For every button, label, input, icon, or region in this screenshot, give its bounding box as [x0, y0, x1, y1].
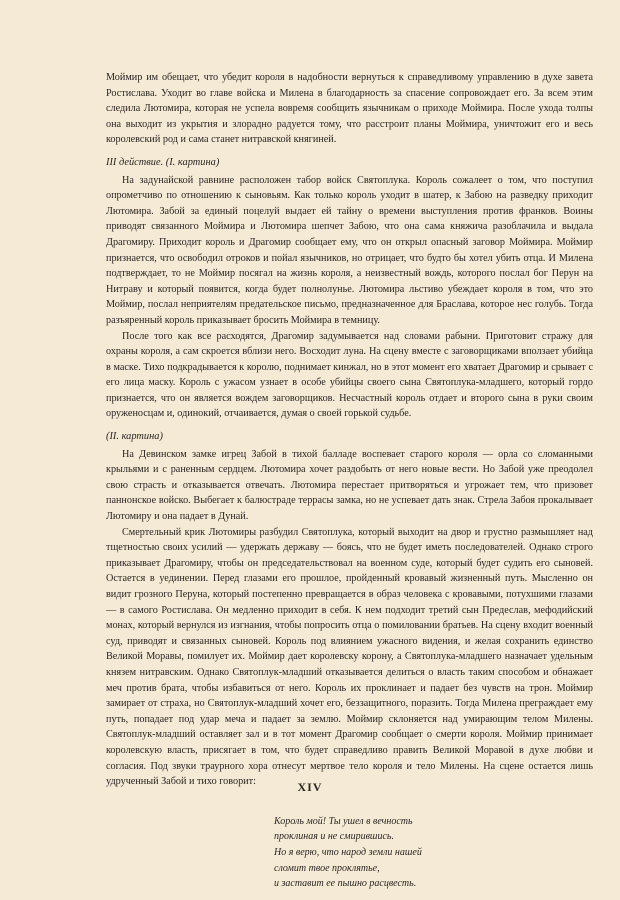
paragraph-devin-castle: На Девинском замке игрец Забой в тихой балладе воспевает старого короля — орла со сломанными крыльями и с раненным сердцем. Лютомира хочет раздобыть от него новые вести. Но Забой уже преодолел свою страсть и отказывается отвечать. Лютомира перестает притворяться и угрожает тем, что призовет паннонское войско. Выбегает к балюстраде террасы замка, но не успевает дать знак. Стрела Забоя прокалывает Лютомиру и она падает в Дунай.: [106, 448, 593, 523]
poem-line: проклиная и не смирившись.: [274, 831, 394, 843]
text-column: [106, 70, 593, 892]
closing-poem: [274, 814, 593, 892]
paragraph-camp: На задунайской равнине расположен табор войск Святоплука. Король сожалеет о том, что поступил опрометчиво по отношению к сыновьям. Как только король уходит в шатер, к Забою на разведку приходит Лютомира. Забой за единый поцелуй выдает ей тайну о времени выступления против франков. Воины приводят связанного Моймира и Лютомира шепчет Забою, что она сама княжича разоблачила и выдала Драгомиру. Приходит король и Драгомир сообщает ему, что он открыл опасный заговор Моймира. Моймир признается, что освободил отроков и пойал язычников, но отрицает, что будто бы хотел убить отца. И Милена подтверждает, то не Моймир посягал на жизнь короля, а неизвестный вождь, которого послал бог Перун на Нитраву и который появится, когда будет полнолунье. Лютомира льстиво убеждает короля в том, что это Моймир, послал неприятелям предательское письмо, предназначенное для Браслава, которое нес голубь. Тогда разъяренный король приказывает бросить Моймира в темницу.: [106, 174, 593, 326]
poem-line: Король мой! Ты ушел в вечность: [274, 815, 413, 827]
poem-line: и заставит ее пышно расцвесть.: [274, 878, 417, 890]
section-heading-act3-scene1: III действие. (I. картина): [106, 156, 220, 168]
poem-line: сломит твое проклятье,: [274, 862, 380, 874]
paragraph-intro: Моймир им обещает, что убедит короля в надобности вернуться к справедливому управлению в духе завета Ростислава. Уходит во главе войска и Милена в благодарность за спасение сопровождает его. За всем этим следила Лютомира, которая не успела вовремя сообщить язычникам о приходе Моймира. После ухода толпы она выходит из укрытия и злорадно радуется тому, что расстроит планы Моймира, уничтожит его и весь королевский род и сама станет нитравской княгиней.: [106, 72, 593, 146]
paragraph-assassin: После того как все расходятся, Драгомир задумывается над словами рабыни. Приготовит стражу для охраны короля, а сам скроется вблизи него. Восходит луна. На сцену вместе с заговорщиками вползает убийца в маске. Тихо подкрадывается к королю, поднимает кинжал, но в этот момент его хватает Драгомир и срывает с его лица маску. Король с ужасом узнает в особе убийцы своего сына Святоплука-младшего, который гордо признается, что он является вождем заговорщиков. Несчастный король отдает и второго сына в руки своим оруженосцам и, одинокий, отчаивается, думая о своей горькой судьбе.: [106, 330, 593, 420]
section-heading-scene2: (II. картина): [106, 431, 163, 443]
poem-line: Но я верю, что народ земли нашей: [274, 846, 422, 858]
page-number: XIV: [297, 780, 323, 794]
paragraph-finale: Смертельный крик Лютомиры разбудил Святоплука, который выходит на двор и грустно размышляет над тщетностью своих усилий — удержать державу — боясь, что не будет иметь последователей. Однако строго приказывает Драгомиру, чтобы он председательствовал на военном суде, который будет судить его сыновей. Остается в уединении. Перед глазами его прошлое, пройденный кровавый жизненный путь. Мысленно он видит грозного Перуна, который постепенно превращается в образ человека с кровавыми, потухшими глазами — в самого Ростислава. Он медленно приходит в себя. К нем подходит третий сын Предеслав, мефодийский монах, который вернулся из изгнания, чтобы попросить отца о помиловании братьев. На сцену входит военный суд, приводят и связанных сыновей. Король под влиянием ужасного видения, и желая сохранить единство Великой Моравы, помилует их. Моймир дает королевску корону, а Святоплука-младшего назначает удельным князем нитравским. Однако Святоплук-младший отказывается делиться о власть таким способом и обнажает меч против брата, чтобы избавиться от него. Король их проклинает и падает без чувств на трон. Моймир замирает от страха, но Святоплук-младший хочет его, беззащитного, поразить. Тогда Милена преграждает ему путь, попадает под удар меча и падает за землю. Моймир склоняется над умирающим телом Милены. Святоплук-младший оставляет зал и в тот момент Драгомир сообщает о смерти короля. Моймир принимает королевскую власть, присягает в том, что будет справедливо править Великой Моравой в духе любви и согласия. Под звуки траурного хора отнесут мертвое тело короля и тело Милены. На сцене остается лишь удрученный Забой и тихо говорит:: [106, 526, 593, 788]
